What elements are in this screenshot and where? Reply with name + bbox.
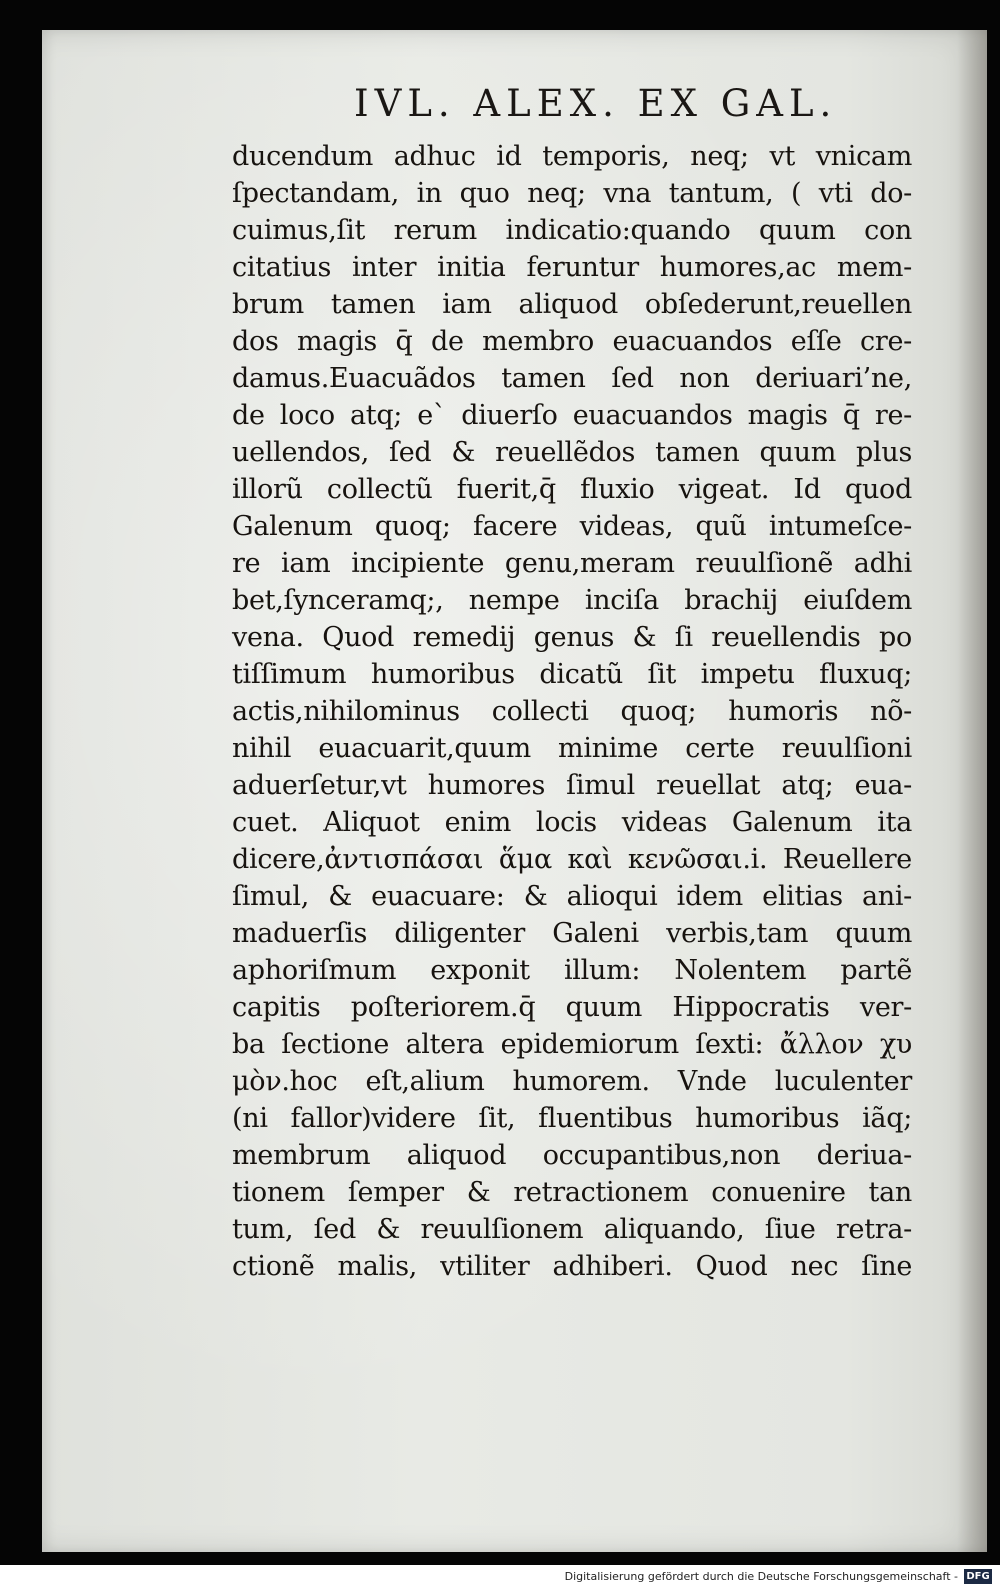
text-line: vena. Quod remedij genus & ſi reuellendis po [232, 622, 912, 653]
text-line: dos magis q̄ de membro euacuandos eſſe cre- [232, 326, 912, 357]
text-line: ſimul, & euacuare: & alioqui idem elitias ani- [232, 881, 912, 912]
page-edge-shadow [957, 30, 987, 1552]
text-line: tionem ſemper & retractionem conuenire tan [232, 1177, 912, 1208]
book-page [42, 30, 987, 1552]
running-head: IVL. ALEX. EX GAL. [354, 82, 838, 125]
text-line: (ni fallor)videre ſit, fluentibus humoribus iãq; [232, 1103, 912, 1134]
text-line: ctionẽ malis, vtiliter adhiberi. Quod nec ſine [232, 1251, 912, 1282]
text-line: capitis poſteriorem.q̄ quum Hippocratis ver- [232, 992, 912, 1023]
text-line: ſpectandam, in quo neq; vna tantum, ( vti do- [232, 178, 912, 209]
text-line: tum, ſed & reuulſionem aliquando, ſiue retra- [232, 1214, 912, 1245]
funding-credit: Digitalisierung gefördert durch die Deutsche Forschungsgemeinschaft - [564, 1570, 958, 1583]
text-line: uellendos, ſed & reuellẽdos tamen quum plus [232, 437, 912, 468]
text-line: aphoriſmum exponit illum: Nolentem partẽ [232, 955, 912, 986]
text-line: bet,ſynceramq;, nempe inciſa brachij eiuſdem [232, 585, 912, 616]
text-line: membrum aliquod occupantibus,non deriua- [232, 1140, 912, 1171]
text-line: Galenum quoq; facere videas, quũ intumeſce- [232, 511, 912, 542]
text-line: actis,nihilominus collecti quoq; humoris nõ- [232, 696, 912, 727]
text-line: μὸν.hoc eſt,alium humorem. Vnde luculenter [232, 1066, 912, 1097]
footer-bar [0, 1565, 1000, 1590]
text-line: aduerſetur,vt humores ſimul reuellat atq; eua- [232, 770, 912, 801]
text-line: damus.Euacuãdos tamen ſed non deriuari’ne, [232, 363, 912, 394]
text-line: dicere,ἀντισπάσαι ἅμα καὶ κενῶσαι.i. Reuellere [232, 844, 912, 875]
text-line: nihil euacuarit,quum minime certe reuulſioni [232, 733, 912, 764]
text-line: cuimus,ſit rerum indicatio:quando quum con [232, 215, 912, 246]
text-line: citatius inter initia feruntur humores,ac mem- [232, 252, 912, 283]
text-line: brum tamen iam aliquod obſederunt,reuellen [232, 289, 912, 320]
text-line: maduerſis diligenter Galeni verbis,tam quum [232, 918, 912, 949]
text-line: ba ſectione altera epidemiorum ſexti: ἄλλον χυ [232, 1029, 912, 1060]
text-line: re iam incipiente genu,meram reuulſionẽ adhi [232, 548, 912, 579]
text-line: illorũ collectũ fuerit,q̄ fluxio vigeat. Id quod [232, 474, 912, 505]
text-line: de loco atq; e` diuerſo euacuandos magis q̄ re- [232, 400, 912, 431]
text-line: ducendum adhuc id temporis, neq; vt vnicam [232, 141, 912, 172]
text-line: tiſſimum humoribus dicatũ ſit impetu fluxuq; [232, 659, 912, 690]
text-line: cuet. Aliquot enim locis videas Galenum ita [232, 807, 912, 838]
body-text [232, 138, 912, 1285]
dfg-logo: DFG [964, 1569, 992, 1584]
